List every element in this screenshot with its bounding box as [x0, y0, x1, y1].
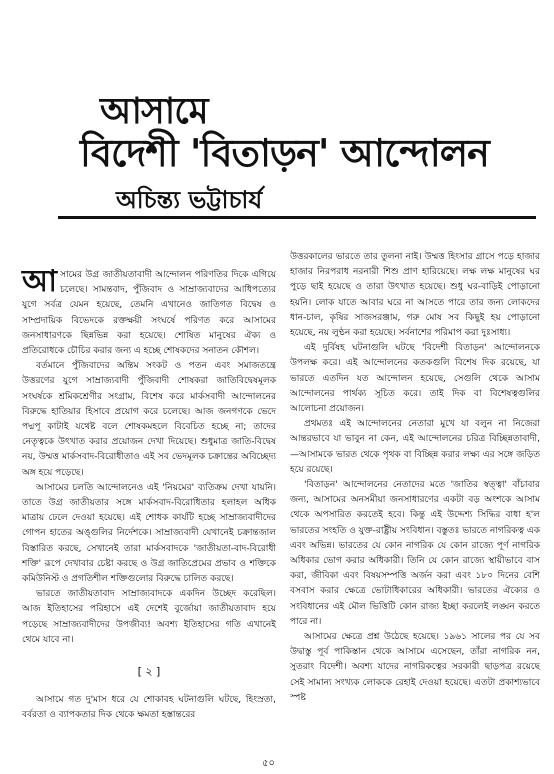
- page-number: ৫০: [262, 758, 275, 769]
- paragraph-text: সামের উগ্র জাতীয়তাবাদী আন্দোলন পরিণতির দিকে এগিয়ে চলেছে। সামন্তবাদ, পুঁজিবাদ ও সাম্রাজ্যবাদের আধিপত্যের যুগে সর্বত্র যেমন হয়েছে, তেমনি এখানেও জাতিগত বিদ্বেষ ও সাম্প্রদায়িক বিভেদকে রক্তক্ষয়ী সংঘর্ষে পরিণত করে আসামের জনসাধারণকে ছিন্নভিন্ন করা হয়েছে। শোষিত মানুষের ঐক্য ও প্রতিরোধকে চৌচির করার জন্য এ হচ্ছে শোষকদের সনাতন কৌশল।: [22, 270, 276, 357]
- paragraph: ভারতে জাতীয়তাবাদ সাম্রাজ্যবাদকে একদিন উচ্ছেদ করেছিল। আজ ইতিহাসের পরিহাসে এই দেশেই বুর্জোয়া জাতীয়তাবাদ হয়ে পড়েছে সাম্রাজ্যবাদীদের উপজীব্য! অবশ্য ইতিহাসের গতি এখানেই থেমে যাবে না।: [22, 589, 276, 645]
- paragraph: আসামের চলতি আন্দোলনেও এই 'নিয়মের' ব্যতিক্রম দেখা যায়নি। তাতে উগ্র জাতীয়তার সঙ্গে মার্কসবাদ-বিরোধিতার হলাহল অধিক মাত্রায় ঢেলে দেওয়া হয়েছে। এই শোধক কার্যটি হচ্ছে সাম্রাজ্যবাদীদের গোপন হাতের অঙ্গুলির নির্দেশকে। সাম্রাজ্যবাদী যেখানেই চক্রান্তজাল বিস্তারিত করছে, সেখানেই তারা মার্কসবাদকে 'জাতীয়তা-বাদ-বিরোধী শক্তি' রূপে দেখাবার চেষ্টা করছে ও উগ্র জাতিপ্রেমের প্রভাব ও শক্তিকে কমিউনিস্ট ও প্রগতিশীল শক্তিগুলোর বিরুদ্ধে চালিত করছে।: [22, 482, 276, 585]
- paragraph: 'বিতাড়ন' আন্দোলনের নেতাদের মতে 'জাতির স্বত্ত্বা' বাঁচাবার জন্য, আসামের অনসমীয়া জনসাধারণের একটা বড় অংশকে আসাম থেকে অপসারিত করতেই হবে। কিন্তু এই উদ্দেশ্য সিদ্ধির বাধা হ'ল ভারতের সংহতি ও যুক্ত-রাষ্ট্রীয় সংবিধান। বস্তুতঃ ভারতে নাগরিকত্ব এক এবং অভিন্ন। ভারতের যে কোন নাগরিক যে কোন রাজ্যে পূর্ণ নাগরিক অধিকার ভোগ করার অধিকারী। তিনি যে কোন রাজ্যে স্থায়ীভাবে বাস করা, জীবিকা এবং বিষয়সম্পত্তি অর্জন করা এবং ১৮০ দিনের বেশি বসবাস করার ক্ষেত্রে ভোটাধিকারের অধিকারী। ভারতের ঐক্যের ও সংবিধানের এই মৌল ভিত্তিটি কোন রাজ্য ইচ্ছা করলেই লঙ্ঘন করতে পারে না।: [290, 480, 540, 627]
- left-column: [22, 264, 276, 738]
- paragraph: বর্তমানে পুঁজিবাদের অন্তিম সংকট ও পতন এবং সমাজতন্ত্রে উত্তরণের যুগে সাম্রাজ্যবাদী পুঁজিবাদী শোষকরা জাতিবিদ্বেষমূলক সংঘর্ষকে শ্রমিকশ্রেণীর সংগ্রাম, বিশেষ করে মার্কসবাদী আন্দোলনের বিরুদ্ধে হাতিয়ার হিসাবে প্রয়োগ করে চলেছে। আজ জনগণকে ভেদে পদ্মপূ কাটাই যথেষ্ট বলে শোষকমহলে বিবেচিত হচ্ছে না; তাদের নেতৃত্বকে উৎখাত করার প্রয়োজন দেখা দিয়েছে। শুধুমাত্র জাতি-বিদ্বেষ নয়, উম্মত্ত মার্কসবাদ-বিরোধীতাও এই সব ভেদমূলক চক্রান্তের অবিচ্ছেদ্য অঙ্গ হয়ে পড়েছে।: [22, 361, 276, 478]
- drop-cap: আ: [22, 264, 57, 299]
- right-column: [290, 250, 540, 736]
- section-number: [ ২ ]: [137, 665, 161, 679]
- paragraph: আসামের ক্ষেত্রে প্রশ্ন উঠেছে হয়েছে। ১৯৬১ সালের পর যে সব উদ্বাস্তু পূর্ব পাকিস্তান থেকে আসামে এসেছেন, তাঁরা নাগরিক নন, সুতরাং বিদেশী। অবশ্য যাদের নাগরিকত্বের সরকারী ছাড়পত্র রয়েছে সেই সামান্য সংখ্যক লোককে রেহাই দেওয়া হয়েছে। এতটা প্রকাশ্যভাবে স্পষ্ট: [290, 632, 540, 703]
- paragraph: প্রথমতঃ এই আন্দোলনের নেতারা মুখে যা বলুন না নিজেরা আন্তরভাবে যা ভাবুন না কেন, এই আন্দোলনের চরিত্র বিচ্ছিন্নতাবাদী,—আসামকে ভারত থেকে পৃথক বা বিচ্ছিন্ন করার লক্ষ্য এর সঙ্গে জড়িত হয়ে রয়েছে।: [290, 419, 540, 475]
- title-line-2: বিদেশী 'বিতাড়ন' আন্দোলন: [80, 131, 489, 175]
- paragraph: এই দুর্বিষহ ঘটনাগুলি ঘটছে 'বিদেশী বিতাড়ন' আন্দোলনকে উপলক্ষ করে। এই আন্দোলনের কতকগুলি বিশেষ দিক রয়েছে, যা ভারতে এতদিন যত আন্দোলন হয়েছে, সেগুলি থেকে আসাম আন্দোলনের পার্থক্য সূচিত করে। তাই দিক বা বিশেষত্বগুলির আলোচনা প্রয়োজন।: [290, 343, 540, 415]
- paragraph: উত্তরকালের ভারতে তার তুলনা নাই। উম্মত্ত হিংসার গ্রাসে পড়ে হাজার হাজার নিরপরাধ নরনারী শিশু প্রাণ হারিয়েছে। লক্ষ লক্ষ মানুষের ঘর পুড়ে ছাই হয়েছে ও তারা উৎখাত হয়েছে। শুধু ঘর-বাড়িই পোড়ানো হয়নি। লোক যাতে আবার ঘরে না আসতে পারে তার জন্য লোকদের ধান-চাল, কৃষির সাজসরঞ্জাম, গরু মোষ সব কিছুই হয় পোড়ানো হয়েছে, নয় লুণ্ঠন করা হয়েছে। সর্বনাশের পরিমাপ করা দুঃসাধ্য।: [290, 252, 540, 339]
- paragraph: আসামে গত দু'মাস ধরে যে শোকাবহ ঘটনাগুলি ঘটছে, হিংস্রতা, বর্বরতা ও ব্যাপকতার দিক থেকে ক্ষমতা হস্তান্তরের: [22, 695, 276, 721]
- author-underline: [58, 216, 536, 219]
- title-line-1: আসামে: [100, 91, 208, 132]
- paragraph: [22, 264, 276, 359]
- author-name: অচিন্ত্য ভট্টাচার্য: [116, 186, 263, 214]
- article-title: [80, 91, 489, 175]
